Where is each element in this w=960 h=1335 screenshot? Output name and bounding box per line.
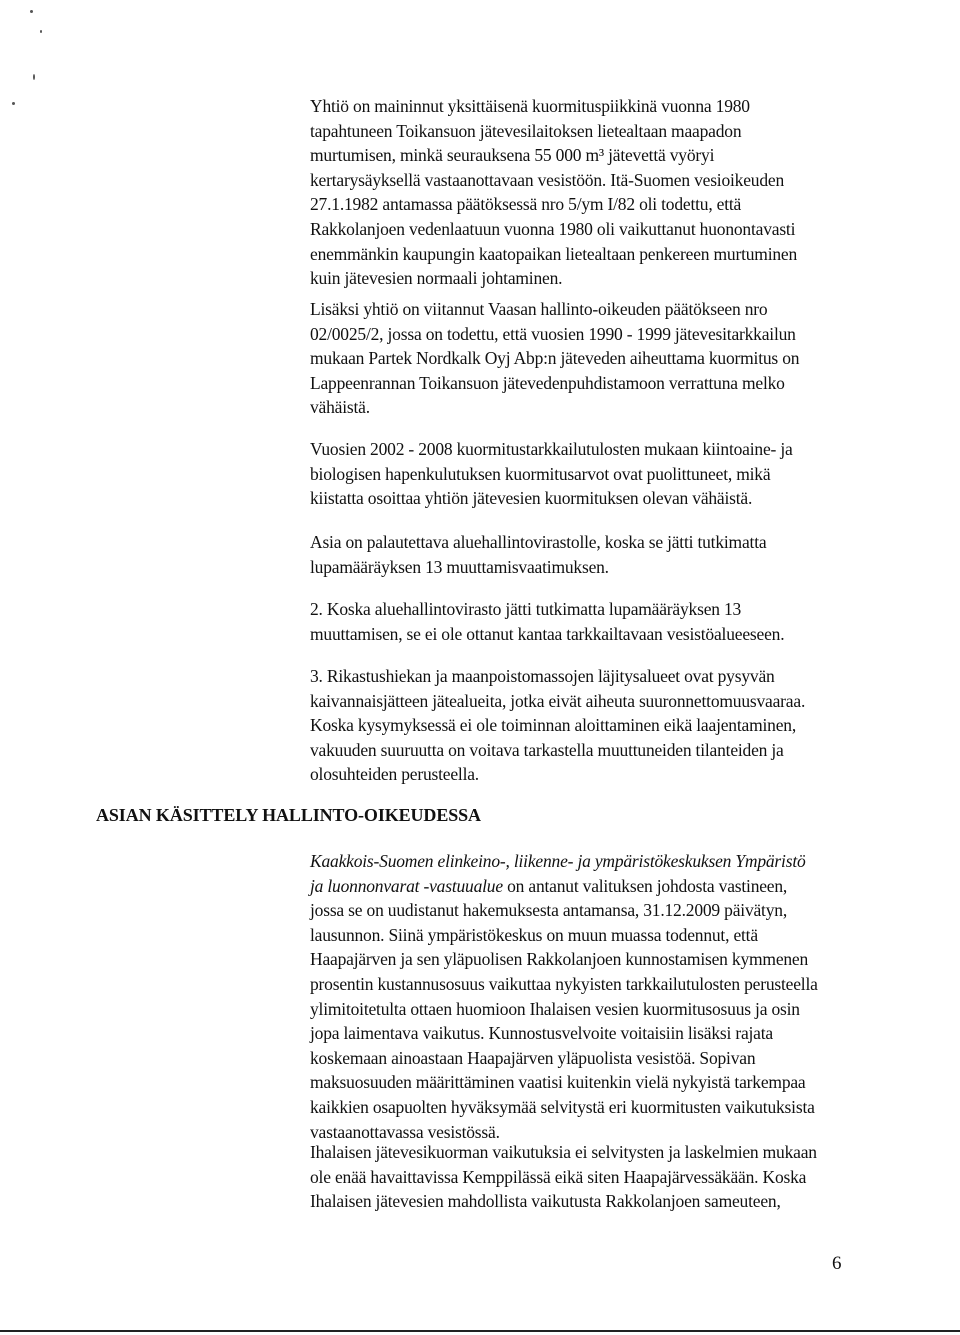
text-line: muuttamisen, se ei ole ottanut kantaa tarkkailtavaan vesistöalueeseen.	[310, 623, 785, 644]
text-line: biologisen hapenkulutuksen kuormitusarvot ovat puolittuneet, mikä	[310, 463, 771, 484]
paragraph-6	[310, 664, 890, 787]
text-line: lausunnon. Siinä ympäristökeskus on muun muassa todennut, että	[310, 924, 758, 945]
text-line: Ihalaisen jätevesikuorman vaikutuksia ei selvitysten ja laskelmien mukaan	[310, 1142, 817, 1162]
text-fragment: on antanut valituksen johdosta vastineen,	[502, 875, 788, 896]
text-line: 2. Koska aluehallintovirasto jätti tutkimatta lupamääräyksen 13	[310, 599, 742, 619]
text-line: kaikkien osapuolten hyväksymää selvitystä eri kuormitusten vaikutuksista	[310, 1096, 815, 1117]
text-line: vakuuden suuruutta on voitava tarkastella muuttuneiden tilanteiden ja	[310, 739, 784, 760]
text-line: kuin jätevesien normaali johtaminen.	[310, 268, 563, 289]
paragraph-2	[310, 297, 890, 420]
text-line: Koska kysymyksessä ei ole toiminnan aloittaminen eikä laajentaminen,	[310, 715, 796, 736]
page-number: 6	[832, 1253, 842, 1274]
text-line: Yhtiö on maininnut yksittäisenä kuormituspiikkinä vuonna 1980	[310, 96, 750, 116]
text-line: lupamääräyksen 13 muuttamisvaatimuksen.	[310, 556, 609, 577]
bottom-rule	[0, 1330, 960, 1332]
text-line: jossa se on uudistanut hakemuksesta antamansa, 31.12.2009 päivätyn,	[310, 900, 787, 921]
text-line: olosuhteiden perusteella.	[310, 764, 479, 785]
text-line	[310, 874, 890, 899]
text-line: Haapajärven ja sen yläpuolisen Rakkolanjoen kunnostamisen kymmenen	[310, 949, 809, 970]
scan-speck	[30, 10, 33, 13]
paragraph-3	[310, 437, 890, 511]
text-line: 3. Rikastushiekan ja maanpoistomassojen läjitysalueet ovat pysyvän	[310, 666, 775, 686]
agency-unit-name: ja luonnonvarat -vastuualue	[310, 875, 503, 896]
agency-name-line: Kaakkois-Suomen elinkeino-, liikenne- ja ympäristökeskuksen Ympäristö	[310, 851, 806, 871]
text-line: jopa laimentava vaikutus. Kunnostusvelvoite voitaisiin lisäksi rajata	[310, 1023, 773, 1044]
text-line: Lisäksi yhtiö on viitannut Vaasan hallinto-oikeuden päätökseen nro	[310, 299, 768, 319]
text-line: mukaan Partek Nordkalk Oyj Abp:n jäteveden aiheuttama kuormitus on	[310, 348, 800, 369]
text-line: Ihalaisen jätevesien mahdollista vaikutusta Rakkolanjoen sameuteen,	[310, 1191, 781, 1212]
text-line: prosentin kustannusosuus vaikuttaa nykyisten tarkkailutulosten perusteella	[310, 973, 818, 994]
text-line: Asia on palautettava aluehallintovirastolle, koska se jätti tutkimatta	[310, 532, 767, 552]
scan-speck	[33, 74, 35, 80]
text-line: 27.1.1982 antamassa päätöksessä nro 5/ym I/82 oli todettu, että	[310, 194, 742, 215]
text-line: murtumisen, minkä seurauksena 55 000 m³ jätevettä vyöryi	[310, 145, 715, 166]
text-line: vähäistä.	[310, 397, 370, 418]
text-line: Lappeenrannan Toikansuon jätevedenpuhdistamoon verrattuna melko	[310, 372, 785, 393]
paragraph-4	[310, 530, 890, 579]
text-line: kaivannaisjätteen jätealueita, jotka eivät aiheuta suuronnettomuusvaaraa.	[310, 690, 806, 711]
scan-speck	[40, 30, 42, 33]
text-line: maksuosuuden määrittäminen vaatisi kuitenkin vielä nykyistä tarkempaa	[310, 1072, 806, 1093]
text-line: vastaanottavassa vesistössä.	[310, 1121, 500, 1142]
text-line: kiistatta osoittaa yhtiön jätevesien kuormituksen olevan vähäistä.	[310, 488, 753, 509]
text-line: ylimitoitetulta ottaen huomioon Ihalaisen vesien kuormitusosuus ja osin	[310, 998, 800, 1019]
text-line: Vuosien 2002 - 2008 kuormitustarkkailutulosten mukaan kiintoaine- ja	[310, 439, 793, 459]
text-line: kertarysäyksellä vastaanottavaan vesistöön. Itä-Suomen vesioikeuden	[310, 169, 785, 190]
paragraph-5	[310, 597, 890, 646]
text-line: 02/0025/2, jossa on todettu, että vuosien 1990 - 1999 jätevesitarkkailun	[310, 323, 796, 344]
section-paragraph-2	[310, 1140, 890, 1214]
paragraph-1	[310, 94, 890, 291]
text-line: tapahtuneen Toikansuon jätevesilaitoksen lietealtaan maapadon	[310, 120, 742, 141]
text-line: enemmänkin kaupungin kaatopaikan lietealtaan penkereen murtuminen	[310, 243, 798, 264]
text-line: ole enää havaittavissa Kemppilässä eikä siten Haapajärvessäkään. Koska	[310, 1166, 807, 1187]
text-line: koskemaan ainoastaan Haapajärven yläpuolista vesistöä. Sopivan	[310, 1047, 756, 1068]
section-paragraph-1	[310, 849, 890, 1144]
scan-speck	[12, 102, 15, 105]
section-heading: ASIAN KÄSITTELY HALLINTO-OIKEUDESSA	[96, 805, 481, 825]
text-line: Rakkolanjoen vedenlaatuun vuonna 1980 oli vaikuttanut huonontavasti	[310, 218, 796, 239]
